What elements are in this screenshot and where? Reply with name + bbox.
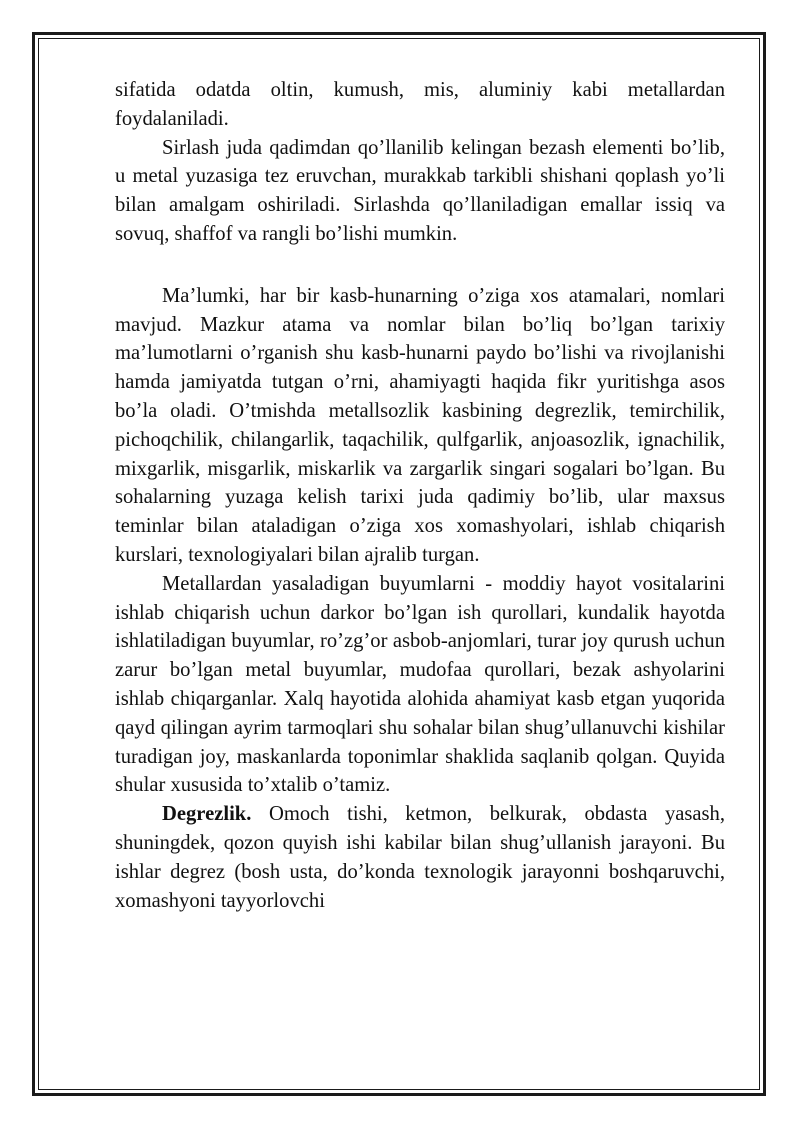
paragraph-introduction: Ma’lumki, har bir kasb-hunarning o’ziga xos atamalari, nomlari mavjud. Mazkur atama va nomlar bilan bo’liq bo’lgan tarixiy ma’lumotlarni o’rganish shu kasb-hunarni paydo bo’lishi va rivojlanishi hamda jamiyatda tutgan o’rni, ahamiyagti haqida fikr yuritishga asos bo’la oladi. O’tmishda metallsozlik kasbining degrezlik, temirchilik, pichoqchilik, chilangarlik, taqachilik, qulfgarlik, anjoasozlik, ignachilik, mixgarlik, misgarlik, miskarlik va zargarlik singari sogalari bo’lgan. Bu sohalarning yuzaga kelish tarixi juda qadimiy bo’lib, ular maxsus teminlar bilan ataladigan o’ziga xos xomashyolari, ishlab chiqarish kurslari, texnologiyalari bilan ajralib turgan. <box>115 284 725 566</box>
paragraph-metal-items: Metallardan yasaladigan buyumlarni - moddiy hayot vositalarini ishlab chiqarish uchun darkor bo’lgan ish qurollari, kundalik hayotda ishlatiladigan buyumlar, ro’zg’or asbob-anjomlari, turar joy qurush uchun zarur bo’lgan metal buyumlar, mudofaa qurollari, bezak ashyolarini ishlab chiqarganlar. Xalq hayotida alohida ahamiyat kasb etgan yuqorida qayd qilingan ayrim tarmoqlari shu sohalar bilan shug’ullanuvchi kishilar turadigan joy, maskanlarda toponimlar shaklida saqlanib qolgan. Quyida shular xususida to’xtalib o’tamiz. <box>115 572 725 797</box>
document-body <box>115 76 725 915</box>
paragraph-degrezlik <box>115 800 725 915</box>
term-degrezlik: Degrezlik. <box>162 803 252 826</box>
paragraph-continuation: sifatida odatda oltin, kumush, mis, aluminiy kabi metallardan foydalaniladi. <box>115 79 725 130</box>
paragraph-sirlash: Sirlash juda qadimdan qo’llanilib kelingan bezash elementi bo’lib, u metal yuzasiga tez eruvchan, murakkab tarkibli shishani qoplash yo’li bilan amalgam oshiriladi. Sirlashda qo’llaniladigan emallar issiq va sovuq, shaffof va rangli bo’lishi mumkin. <box>115 136 725 245</box>
paragraph-degrezlik-text: Omoch tishi, ketmon, belkurak, obdasta yasash, shuningdek, qozon quyish ishi kabilar bilan shug’ullanish jarayoni. Bu ishlar degrez (bosh usta, do’konda texnologik jarayonni boshqaruvchi, xomashyoni tayyorlovchi <box>115 803 725 912</box>
paragraph-gap <box>115 249 725 282</box>
